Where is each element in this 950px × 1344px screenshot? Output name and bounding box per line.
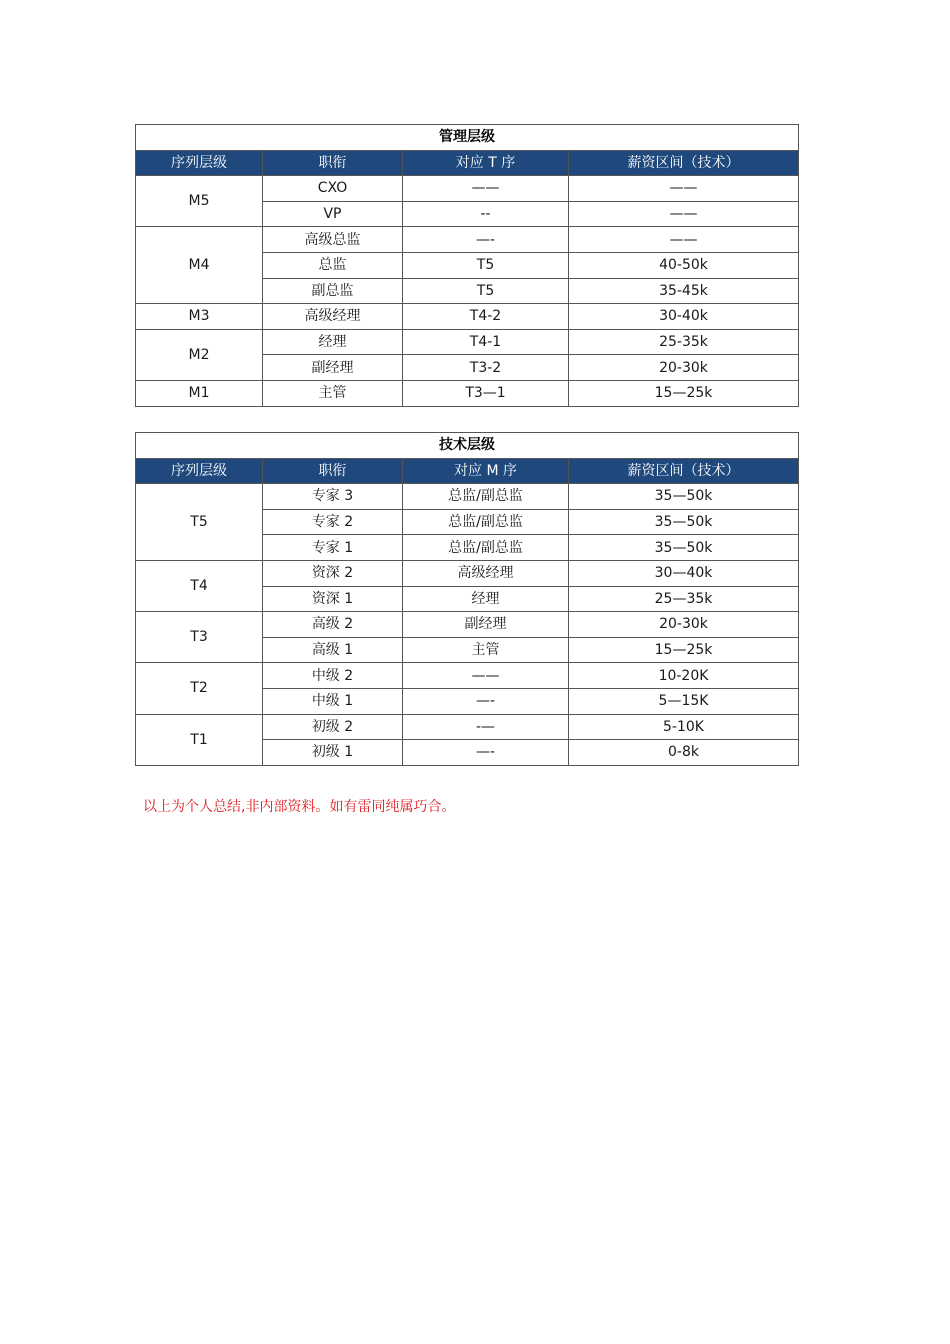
header-level: 序列层级 [136,150,263,176]
salary-cell: 35—50k [569,535,799,561]
title-cell: CXO [263,176,403,202]
salary-cell: 15—25k [569,637,799,663]
header-salary: 薪资区间（技术） [569,150,799,176]
mapping-cell: T5 [403,252,569,278]
title-cell: 副经理 [263,355,403,381]
salary-cell: —— [569,201,799,227]
level-cell: T5 [136,484,263,561]
mapping-cell: T3—1 [403,380,569,406]
salary-cell: 25-35k [569,329,799,355]
title-cell: 高级总监 [263,227,403,253]
technical-table-title: 技术层级 [136,433,799,459]
salary-cell: 35—50k [569,484,799,510]
level-cell: T3 [136,612,263,663]
title-cell: 专家 1 [263,535,403,561]
mapping-cell: 经理 [403,586,569,612]
title-cell: 专家 3 [263,484,403,510]
table-header-row [136,458,799,484]
salary-cell: 10-20K [569,663,799,689]
mapping-cell: —- [403,688,569,714]
title-cell: 初级 2 [263,714,403,740]
salary-cell: 15—25k [569,380,799,406]
salary-cell: 20-30k [569,355,799,381]
title-cell: 专家 2 [263,509,403,535]
mapping-cell: —— [403,176,569,202]
header-mapping: 对应 M 序 [403,458,569,484]
table-row [136,663,799,689]
mapping-cell: T5 [403,278,569,304]
level-cell: M2 [136,329,263,380]
salary-cell: 5—15K [569,688,799,714]
table-row [136,176,799,202]
level-cell: M5 [136,176,263,227]
level-cell: M1 [136,380,263,406]
title-cell: 高级经理 [263,304,403,330]
mapping-cell: T4-1 [403,329,569,355]
management-level-table [135,124,799,407]
header-level: 序列层级 [136,458,263,484]
header-mapping: 对应 T 序 [403,150,569,176]
table-header-row [136,150,799,176]
header-title: 职衔 [263,150,403,176]
title-cell: 经理 [263,329,403,355]
salary-cell: 5-10K [569,714,799,740]
level-cell: M3 [136,304,263,330]
mapping-cell: T3-2 [403,355,569,381]
header-title: 职衔 [263,458,403,484]
table-row [136,714,799,740]
salary-cell: 30—40k [569,560,799,586]
mapping-cell: 总监/副总监 [403,484,569,510]
level-cell: T1 [136,714,263,765]
title-cell: 中级 1 [263,688,403,714]
management-table-title: 管理层级 [136,125,799,151]
title-cell: 初级 1 [263,740,403,766]
mapping-cell: 总监/副总监 [403,509,569,535]
title-cell: 资深 2 [263,560,403,586]
mapping-cell: —— [403,663,569,689]
level-cell: T4 [136,560,263,611]
level-cell: T2 [136,663,263,714]
salary-cell: 0-8k [569,740,799,766]
mapping-cell: T4-2 [403,304,569,330]
title-cell: 副总监 [263,278,403,304]
mapping-cell: -- [403,201,569,227]
table-row [136,560,799,586]
technical-level-table [135,432,799,766]
table-row [136,484,799,510]
table-row [136,329,799,355]
title-cell: 高级 1 [263,637,403,663]
mapping-cell: —- [403,227,569,253]
salary-cell: 25—35k [569,586,799,612]
mapping-cell: 主管 [403,637,569,663]
title-cell: 总监 [263,252,403,278]
table-row [136,227,799,253]
table-row [136,380,799,406]
mapping-cell: 总监/副总监 [403,535,569,561]
salary-cell: 35-45k [569,278,799,304]
salary-cell: 35—50k [569,509,799,535]
title-cell: VP [263,201,403,227]
salary-cell: 30-40k [569,304,799,330]
footer-note: 以上为个人总结,非内部资料。如有雷同纯属巧合。 [143,799,456,815]
level-cell: M4 [136,227,263,304]
mapping-cell: 高级经理 [403,560,569,586]
mapping-cell: —- [403,740,569,766]
title-cell: 资深 1 [263,586,403,612]
header-salary: 薪资区间（技术） [569,458,799,484]
title-cell: 中级 2 [263,663,403,689]
mapping-cell: -— [403,714,569,740]
table-row [136,612,799,638]
salary-cell: —— [569,227,799,253]
table-row [136,304,799,330]
salary-cell: 20-30k [569,612,799,638]
mapping-cell: 副经理 [403,612,569,638]
title-cell: 主管 [263,380,403,406]
salary-cell: —— [569,176,799,202]
title-cell: 高级 2 [263,612,403,638]
salary-cell: 40-50k [569,252,799,278]
